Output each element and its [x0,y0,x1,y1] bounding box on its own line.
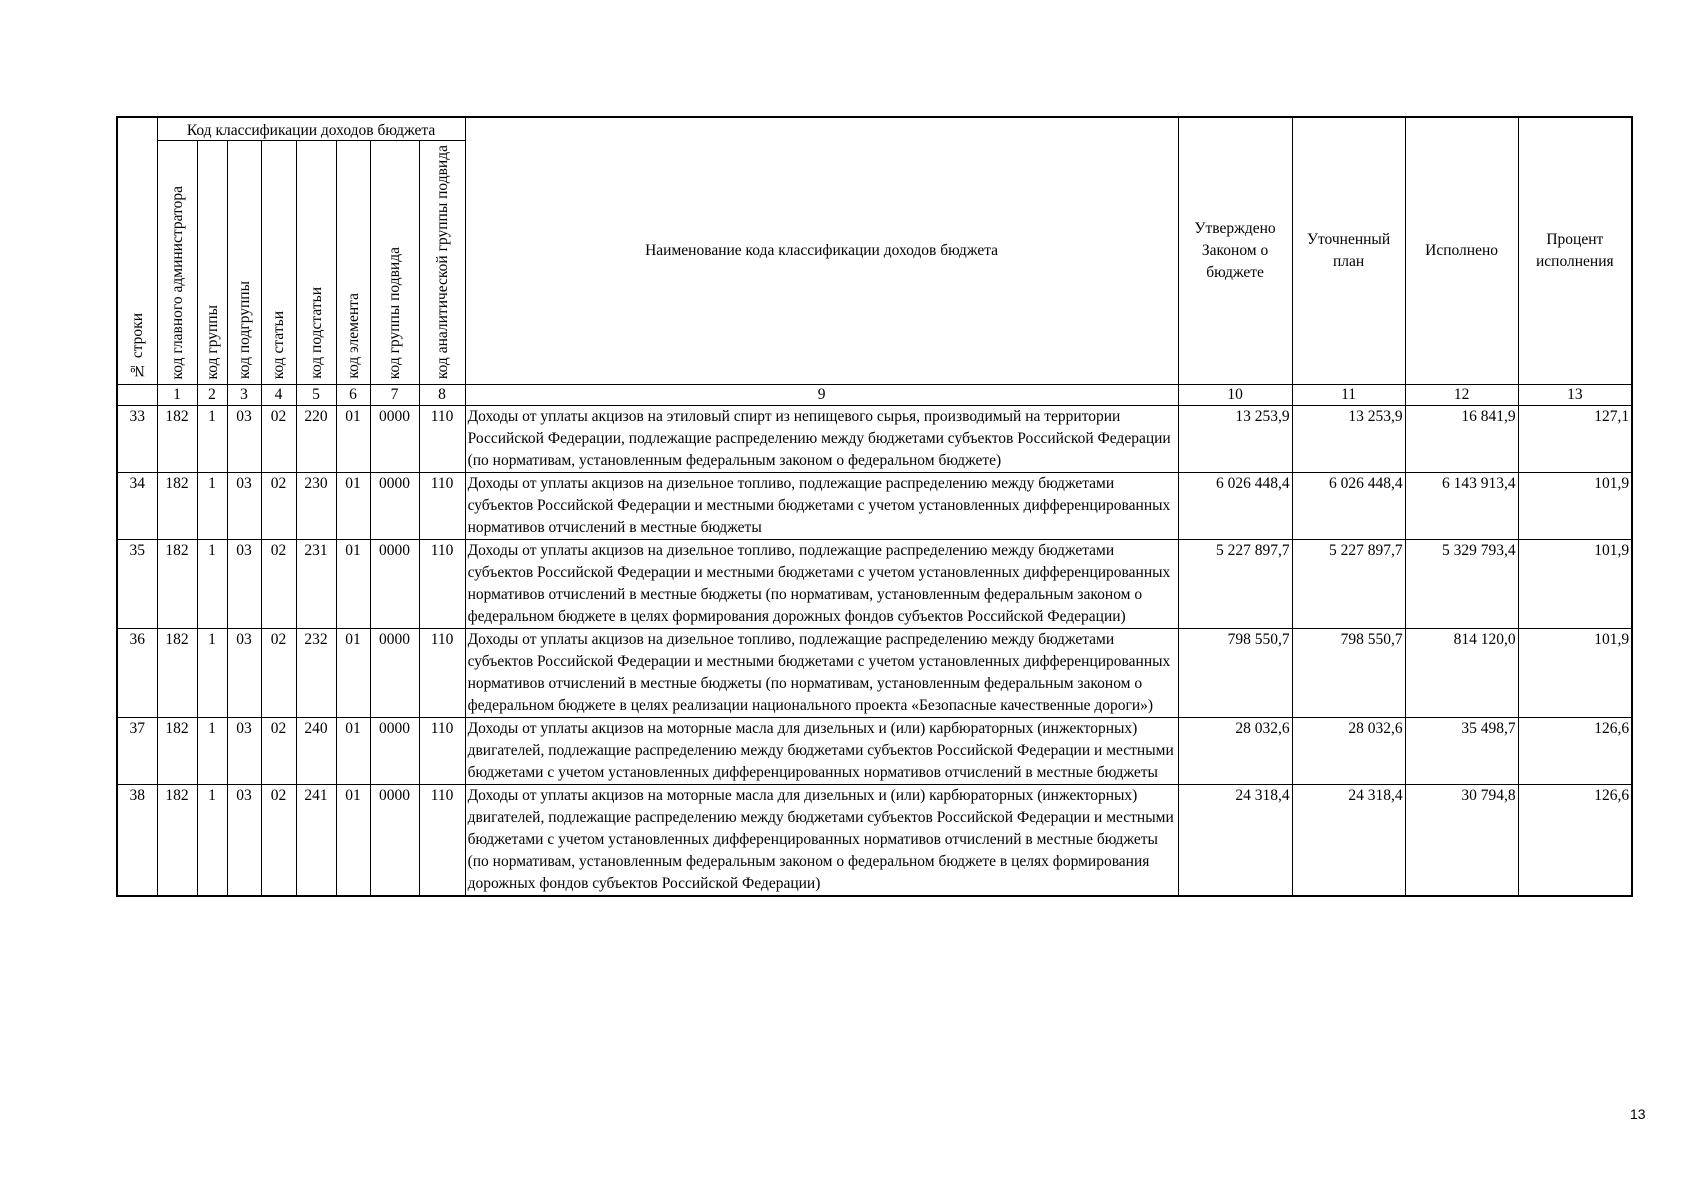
percent-value: 126,6 [1518,718,1632,785]
executed-value: 30 794,8 [1405,785,1518,897]
code-analytic-group: 110 [419,473,465,540]
header-executed: Исполнено [1405,117,1518,385]
code-element: 01 [336,540,370,629]
column-number: 9 [465,385,1178,406]
revenue-table [116,116,1633,897]
table-row [117,629,1632,718]
revenue-name: Доходы от уплаты акцизов на дизельное топливо, подлежащие распределению между бюджетами субъектов Российской Федерации и местными бюджетами с учетом установленных дифференцированных нормативов отчислений в местные бюджеты (по нормативам, установленным федеральным законом о федеральном бюджете в целях реализации национального проекта «Безопасные качественные дороги») [465,629,1178,718]
header-code-subtype-group: код группы подвида [370,141,419,385]
table-row [117,473,1632,540]
plan-value: 24 318,4 [1292,785,1405,897]
header-code-subarticle: код подстатьи [296,141,336,385]
row-number: 38 [117,785,157,897]
approved-value: 24 318,4 [1178,785,1292,897]
header-approved: Утверждено Законом о бюджете [1178,117,1292,385]
column-number-row [117,385,1632,406]
code-subgroup: 03 [227,718,261,785]
column-number [117,385,157,406]
column-number: 6 [336,385,370,406]
code-group: 1 [197,785,227,897]
header-row-number: № строки [117,117,157,385]
code-subarticle: 241 [296,785,336,897]
code-analytic-group: 110 [419,406,465,473]
percent-value: 101,9 [1518,629,1632,718]
code-group: 1 [197,406,227,473]
header-code-group-col: код группы [197,141,227,385]
code-element: 01 [336,785,370,897]
code-element: 01 [336,406,370,473]
code-subtype-group: 0000 [370,785,419,897]
column-number: 5 [296,385,336,406]
header-code-article: код статьи [261,141,296,385]
code-subgroup: 03 [227,629,261,718]
code-analytic-group: 110 [419,785,465,897]
column-number: 12 [1405,385,1518,406]
plan-value: 798 550,7 [1292,629,1405,718]
plan-value: 13 253,9 [1292,406,1405,473]
code-subarticle: 232 [296,629,336,718]
column-number: 2 [197,385,227,406]
code-analytic-group: 110 [419,629,465,718]
approved-value: 5 227 897,7 [1178,540,1292,629]
code-admin: 182 [157,473,197,540]
code-admin: 182 [157,406,197,473]
code-subgroup: 03 [227,406,261,473]
revenue-name: Доходы от уплаты акцизов на дизельное топливо, подлежащие распределению между бюджетами субъектов Российской Федерации и местными бюджетами с учетом установленных дифференцированных нормативов отчислений в местные бюджеты (по нормативам, установленным федеральным законом о федеральном бюджете в целях формирования дорожных фондов субъектов Российской Федерации) [465,540,1178,629]
code-subtype-group: 0000 [370,629,419,718]
row-number: 33 [117,406,157,473]
executed-value: 6 143 913,4 [1405,473,1518,540]
code-admin: 182 [157,629,197,718]
approved-value: 13 253,9 [1178,406,1292,473]
header-percent: Процент исполнения [1518,117,1632,385]
code-subtype-group: 0000 [370,540,419,629]
row-number: 36 [117,629,157,718]
revenue-name: Доходы от уплаты акцизов на моторные масла для дизельных и (или) карбюраторных (инжекторных) двигателей, подлежащие распределению между бюджетами субъектов Российской Федерации и местными бюджетами с учетом установленных дифференцированных нормативов отчислений в местные бюджеты [465,718,1178,785]
revenue-name: Доходы от уплаты акцизов на дизельное топливо, подлежащие распределению между бюджетами субъектов Российской Федерации и местными бюджетами с учетом установленных дифференцированных нормативов отчислений в местные бюджеты [465,473,1178,540]
code-admin: 182 [157,718,197,785]
row-number: 34 [117,473,157,540]
approved-value: 798 550,7 [1178,629,1292,718]
column-number: 13 [1518,385,1632,406]
revenue-name: Доходы от уплаты акцизов на этиловый спирт из непищевого сырья, производимый на территории Российской Федерации, подлежащие распределению между бюджетами субъектов Российской Федерации (по нормативам, установленным федеральным законом о федеральном бюджете) [465,406,1178,473]
column-number: 1 [157,385,197,406]
column-number: 7 [370,385,419,406]
percent-value: 127,1 [1518,406,1632,473]
executed-value: 5 329 793,4 [1405,540,1518,629]
row-number: 35 [117,540,157,629]
code-group: 1 [197,473,227,540]
header-code-group: Код классификации доходов бюджета [157,117,465,141]
header-code-element: код элемента [336,141,370,385]
code-article: 02 [261,540,296,629]
percent-value: 126,6 [1518,785,1632,897]
code-article: 02 [261,785,296,897]
code-subarticle: 231 [296,540,336,629]
code-group: 1 [197,718,227,785]
header-name: Наименование кода классификации доходов бюджета [465,117,1178,385]
approved-value: 28 032,6 [1178,718,1292,785]
row-number: 37 [117,718,157,785]
code-group: 1 [197,540,227,629]
table-row [117,718,1632,785]
header-code-admin: код главного администратора [157,141,197,385]
code-subgroup: 03 [227,540,261,629]
plan-value: 5 227 897,7 [1292,540,1405,629]
page-number: 13 [1630,1106,1646,1122]
header-plan: Уточненный план [1292,117,1405,385]
column-number: 11 [1292,385,1405,406]
code-subtype-group: 0000 [370,406,419,473]
table-row [117,785,1632,897]
code-element: 01 [336,473,370,540]
code-article: 02 [261,629,296,718]
column-number: 10 [1178,385,1292,406]
code-article: 02 [261,718,296,785]
code-group: 1 [197,629,227,718]
code-subtype-group: 0000 [370,718,419,785]
code-article: 02 [261,473,296,540]
plan-value: 6 026 448,4 [1292,473,1405,540]
executed-value: 16 841,9 [1405,406,1518,473]
executed-value: 814 120,0 [1405,629,1518,718]
code-subarticle: 220 [296,406,336,473]
code-element: 01 [336,629,370,718]
code-element: 01 [336,718,370,785]
table-row [117,540,1632,629]
code-admin: 182 [157,785,197,897]
code-subgroup: 03 [227,785,261,897]
percent-value: 101,9 [1518,540,1632,629]
column-number: 3 [227,385,261,406]
code-article: 02 [261,406,296,473]
percent-value: 101,9 [1518,473,1632,540]
code-subarticle: 240 [296,718,336,785]
plan-value: 28 032,6 [1292,718,1405,785]
code-subgroup: 03 [227,473,261,540]
code-admin: 182 [157,540,197,629]
column-number: 8 [419,385,465,406]
code-subarticle: 230 [296,473,336,540]
code-analytic-group: 110 [419,718,465,785]
revenue-name: Доходы от уплаты акцизов на моторные масла для дизельных и (или) карбюраторных (инжекторных) двигателей, подлежащие распределению между бюджетами субъектов Российской Федерации и местными бюджетами с учетом установленных дифференцированных нормативов отчислений в местные бюджеты (по нормативам, установленным федеральным законом о федеральном бюджете в целях формирования дорожных фондов субъектов Российской Федерации) [465,785,1178,897]
approved-value: 6 026 448,4 [1178,473,1292,540]
executed-value: 35 498,7 [1405,718,1518,785]
column-number: 4 [261,385,296,406]
code-analytic-group: 110 [419,540,465,629]
header-code-analytic-group: код аналитической группы подвида [419,141,465,385]
code-subtype-group: 0000 [370,473,419,540]
header-code-subgroup: код подгруппы [227,141,261,385]
table-row [117,406,1632,473]
